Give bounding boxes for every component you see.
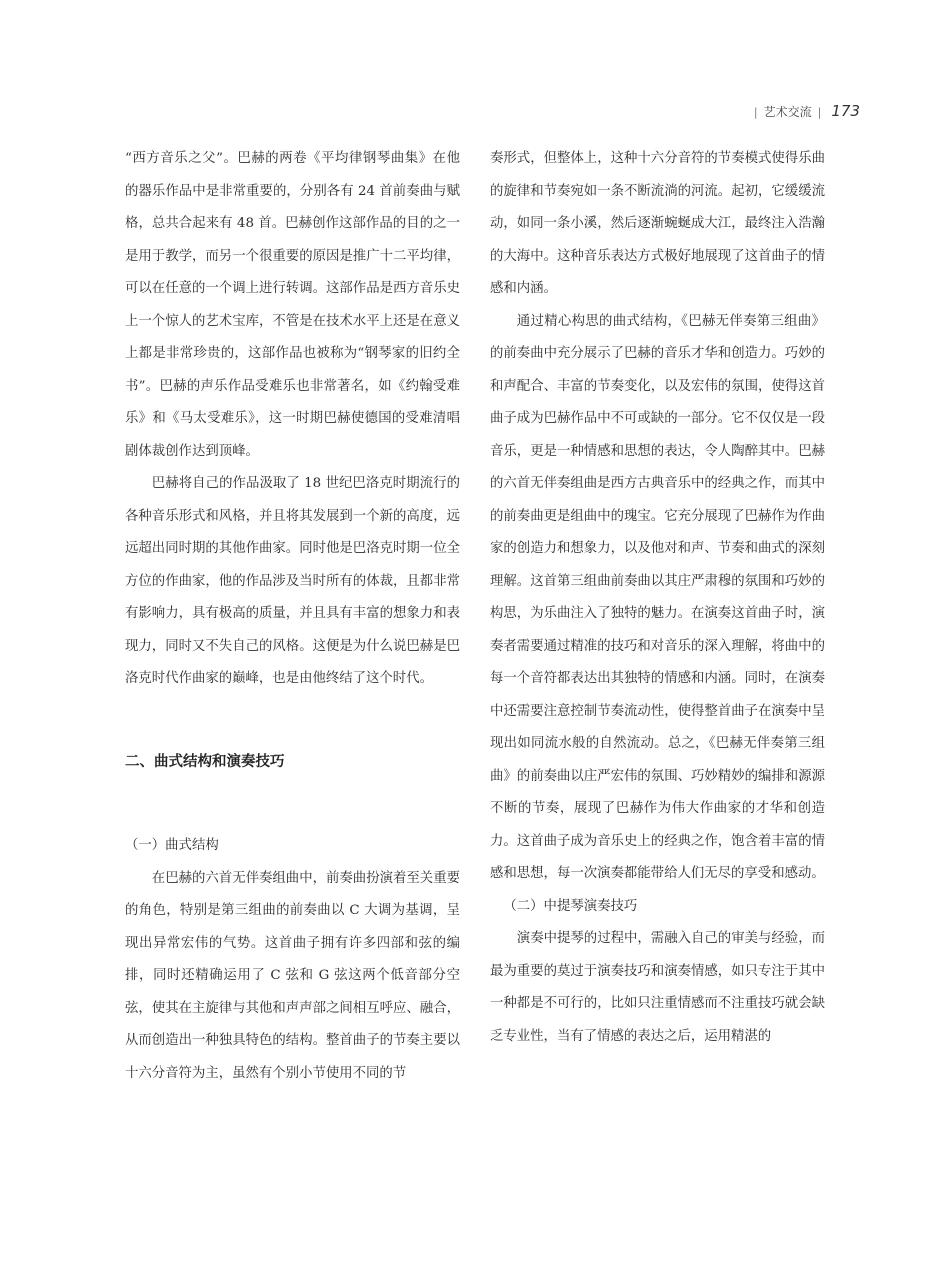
header-divider: | <box>753 106 758 119</box>
running-header <box>754 102 860 120</box>
subsection-heading: （一）曲式结构 <box>125 838 219 853</box>
header-section-title: 艺术交流 <box>763 105 812 119</box>
right-column <box>490 143 825 1053</box>
paragraph: 巴赫将自己的作品汲取了 18 世纪巴洛克时期流行的各种音乐形式和风格，并且将其发展到一个新的高度，远远超出同时期的其他作曲家。同时他是巴洛克时期一位全方位的作曲家，他的作品涉及当时所有的体裁，且都非常有影响力，具有极高的质量，并且具有丰富的想象力和表现力，同时又不失自己的风格。这便是为什么说巴赫是巴洛克时代作曲家的巅峰，也是由他终结了这个时代。 <box>125 476 460 686</box>
paragraph: “西方音乐之父”。巴赫的两卷《平均律钢琴曲集》在他的器乐作品中是非常重要的，分别各有 24 首前奏曲与赋格，总共合起来有 48 首。巴赫创作这部作品的目的之一是用于教学，而另一个很重要的原因是推广十二平均律，可以在任意的一个调上进行转调。这部作品是西方音乐史上一个惊人的艺术宝库，不管是在技术水平上还是在意义上都是非常珍贵的，这部作品也被称为“钢琴家的旧约全书”。巴赫的声乐作品受难乐也非常著名，如《约翰受难乐》和《马太受难乐》，这一时期巴赫使德国的受难清唱剧体裁创作达到顶峰。 <box>125 151 460 459</box>
header-divider: | <box>817 106 822 119</box>
subsection-heading: （二）中提琴演奏技巧 <box>503 898 638 914</box>
paragraph: 在巴赫的六首无伴奏组曲中，前奏曲扮演着至关重要的角色，特别是第三组曲的前奏曲以 C 大调为基调，呈现出异常宏伟的气势。这首曲子拥有许多四部和弦的编排，同时还精确运用了 C 弦和 G 弦这两个低音部分空弦，使其在主旋律与其他和声声部之间相互呼应、融合，从而创造出一种独具特色的结构。整首曲子的节奏主要以十六分音符为主，虽然有个别小节使用不同的节 <box>125 870 460 1081</box>
paragraph: 通过精心构思的曲式结构，《巴赫无伴奏第三组曲》的前奏曲中充分展示了巴赫的音乐才华和创造力。巧妙的和声配合、丰富的节奏变化，以及宏伟的氛围，使得这首曲子成为巴赫作品中不可或缺的一部分。它不仅仅是一段音乐，更是一种情感和思想的表达，令人陶醉其中。巴赫的六首无伴奏组曲是西方古典音乐中的经典之作，而其中的前奏曲更是组曲中的瑰宝。它充分展现了巴赫作为作曲家的创造力和想象力，以及他对和声、节奏和曲式的深刻理解。这首第三组曲前奏曲以其庄严肃穆的氛围和巧妙的构思，为乐曲注入了独特的魅力。在演奏这首曲子时，演奏者需要通过精准的技巧和对音乐的深入理解，将曲中的每一个音符都表达出其独特的情感和内涵。同时，在演奏中还需要注意控制节奏流动性，使得整首曲子在演奏中呈现出如同流水般的自然流动。总之，《巴赫无伴奏第三组曲》的前奏曲以庄严宏伟的氛围、巧妙精妙的编排和源源不断的节奏，展现了巴赫作为伟大作曲家的才华和创造力。这首曲子成为音乐史上的经典之作，饱含着丰富的情感和思想，每一次演奏都能带给人们无尽的享受和感动。 <box>490 313 825 881</box>
paragraph: 奏形式，但整体上，这种十六分音符的节奏模式使得乐曲的旋律和节奏宛如一条不断流淌的河流。起初，它缓缓流动，如同一条小溪，然后逐渐蜿蜒成大江，最终注入浩瀚的大海中。这种音乐表达方式极好地展现了这首曲子的情感和内涵。 <box>490 151 825 296</box>
left-column <box>125 143 460 1090</box>
paragraph: 演奏中提琴的过程中，需融入自己的审美与经验，而最为重要的莫过于演奏技巧和演奏情感，如只专注于其中一种都是不可行的，比如只注重情感而不注重技巧就会缺乏专业性，当有了情感的表达之后，运用精湛的 <box>490 931 825 1044</box>
page-number: 173 <box>831 102 860 120</box>
section-heading: 二、曲式结构和演奏技巧 <box>125 753 285 770</box>
